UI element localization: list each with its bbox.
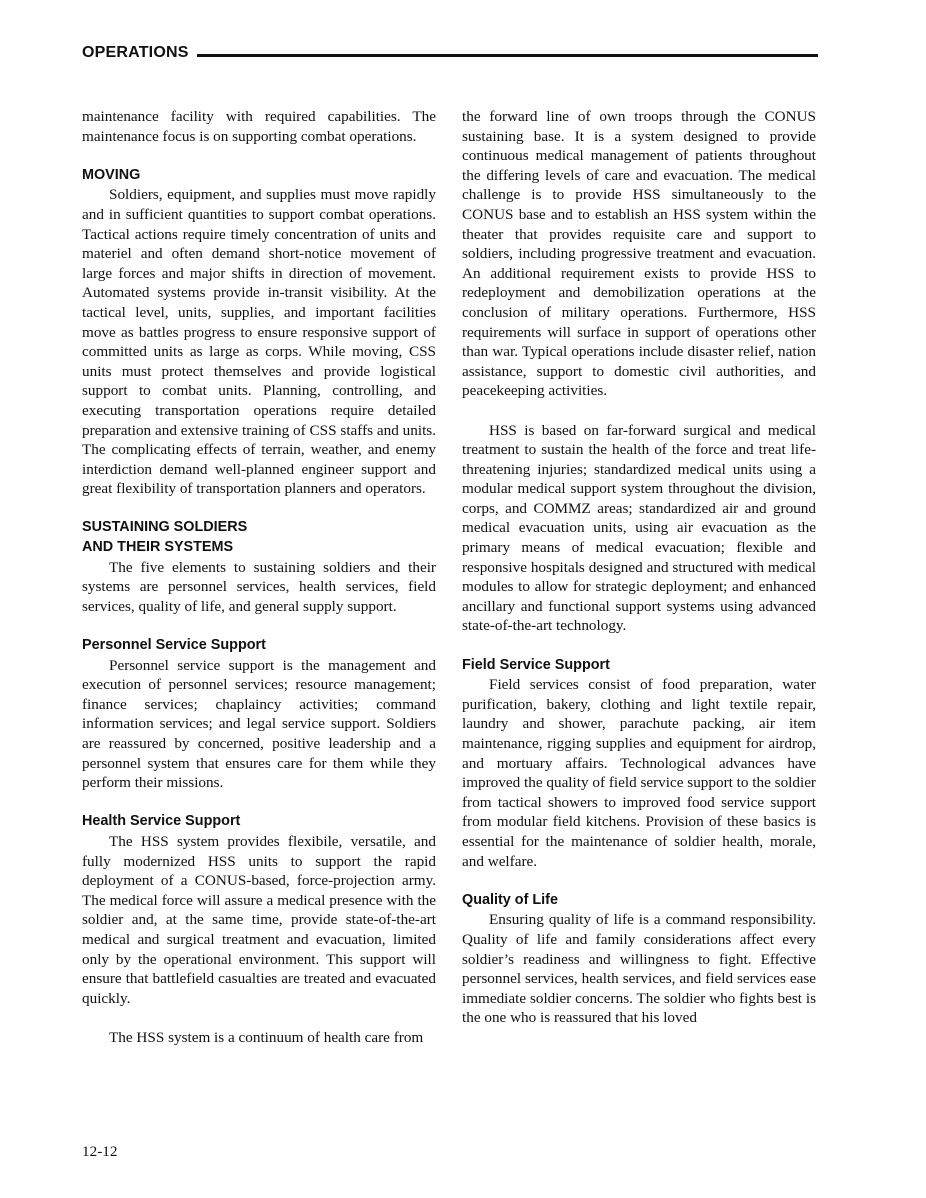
sustaining-heading-line1: SUSTAINING SOLDIERS — [82, 519, 248, 536]
header-rule — [197, 54, 818, 57]
sustaining-heading-line2: AND THEIR SYSTEMS — [82, 539, 234, 556]
quality-of-life-paragraph: Ensuring quality of life is a command responsibility. Quality of life and family considerations affect every soldier’s readiness and willingness to fight. Effective personnel services, health services, and field services ease immediate soldier concerns. The soldier who fights best is the one who is reassured that his loved — [462, 911, 816, 1027]
health-heading: Health Service Support — [82, 813, 241, 830]
sustaining-heading — [82, 518, 436, 557]
field-service-paragraph: Field services consist of food preparation, water purification, bakery, clothing and light textile repair, laundry and shower, parachute packing, air item maintenance, rigging supplies and equipment for airdrop, and mortuary affairs. Technological advances have improved the quality of field service support to the soldier from tactical showers to improved food service support from modular field kitchens. Provision of these basics is essential for the maintenance of soldier health, morale, and welfare. — [462, 676, 816, 870]
health-paragraph-2: The HSS system is a continuum of health care from — [109, 1028, 424, 1046]
left-column — [82, 107, 436, 1048]
right-column — [462, 107, 816, 1028]
personnel-heading: Personnel Service Support — [82, 637, 266, 654]
page-header — [82, 42, 818, 64]
hss-continuation-paragraph: the forward line of own troops through the CONUS sustaining base. It is a system designed to provide continuous medical management of patients throughout the differing levels of care and evacuation. The medical challenge is to provide HSS simultaneously to the CONUS base and to establish an HSS system within the theater that provides requisite care and support to soldiers, including progressive treatment and evacuation. An additional requirement exists to provide HSS to redeployment and demobilization operations at the conclusion of military operations. Furthermore, HSS requirements will surface in support of operations other than war. Typical operations include disaster relief, nation assistance, support to domestic civil authorities, and peacekeeping activities. — [462, 108, 816, 400]
sustaining-paragraph: The five elements to sustaining soldiers and their systems are personnel services, health services, field services, quality of life, and general supply support. — [82, 558, 436, 615]
header-title: OPERATIONS — [82, 44, 189, 61]
field-service-heading: Field Service Support — [462, 656, 610, 673]
intro-paragraph: maintenance facility with required capabilities. The maintenance focus is on supporting combat operations. — [82, 108, 436, 145]
moving-paragraph: Soldiers, equipment, and supplies must move rapidly and in sufficient quantities to support combat operations. Tactical actions require timely concentration of units and materiel and often demand short-notice movement of large forces and major shifts in direction of movement. Automated systems provide in-transit visibility. At the tactical level, units, supplies, and important facilities move as battles progress to ensure responsive support of committed units as large as corps. While moving, CSS units must protect themselves and provide logistical support to combat units. Planning, controlling, and executing transportation operations require detailed preparation and extensive training of CSS staffs and units. The complicating effects of terrain, weather, and enemy interdiction demand well-planned engineer support and great flexibility of transportation planners and operators. — [82, 186, 436, 498]
hss-based-paragraph: HSS is based on far-forward surgical and medical treatment to sustain the health of the force and treat life-threatening injuries; standardized medical units using a modular medical support system throughout the division, corps, and COMMZ areas; standardized air and ground medical evacuation units, using air evacuation as the primary means of medical evacuation; flexible and responsive hospitals designed and structured with medical modules to allow for strategic deployment; and enhanced ancillary and functional support systems using advanced state-of-the-art technology. — [462, 421, 816, 635]
page-number: 12-12 — [82, 1143, 118, 1160]
moving-heading: MOVING — [82, 166, 141, 183]
personnel-paragraph: Personnel service support is the management and execution of personnel services; resource management; finance services; chaplaincy activities; command information services; and legal service support. Soldiers are reassured by concerned, positive leadership and a personnel system that ensures care for them while they perform their missions. — [82, 656, 436, 792]
health-paragraph-1: The HSS system provides flexibile, versatile, and fully modernized HSS units to support the rapid deployment of a CONUS-based, force-projection army. The medical force will assure a medical presence with the soldier and, at the same time, provide state-of-the-art medical and surgical treatment and evacuation, limited only by the operational environment. This support will ensure that battlefield casualties are treated and evacuated quickly. — [82, 832, 436, 1007]
quality-of-life-heading: Quality of Life — [462, 891, 558, 908]
